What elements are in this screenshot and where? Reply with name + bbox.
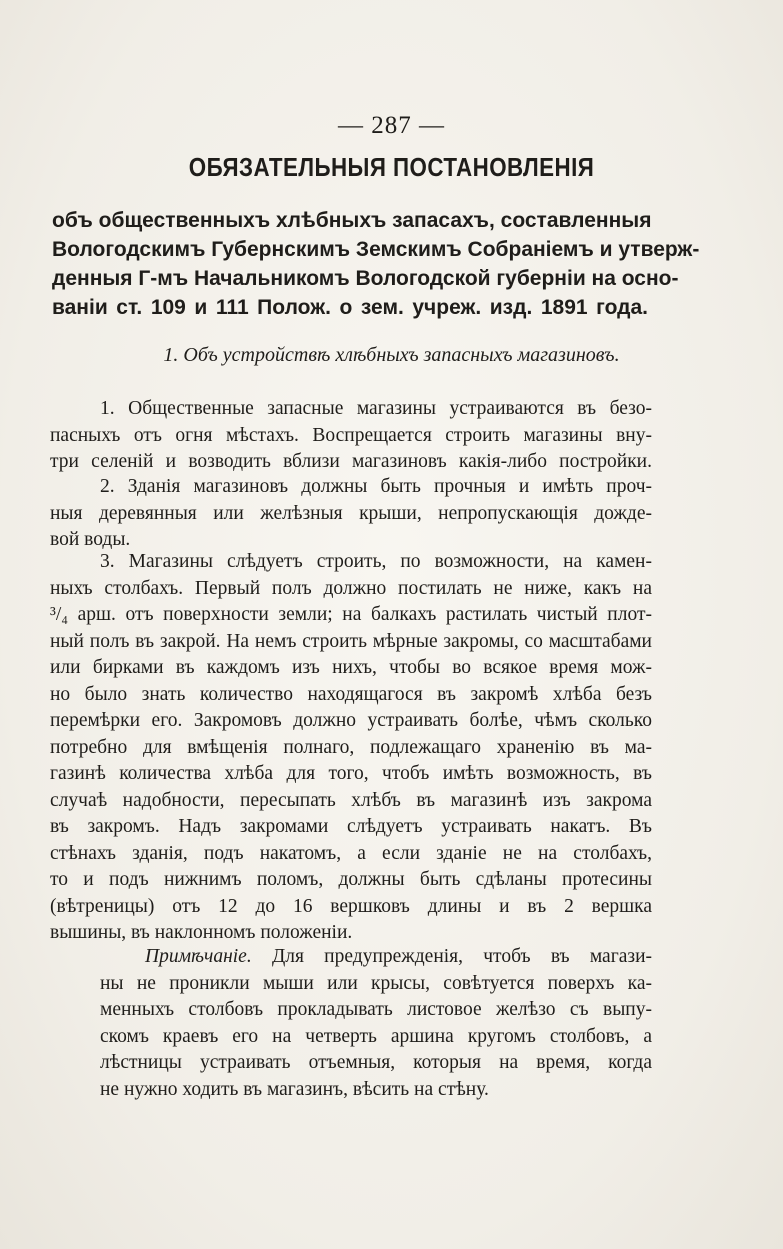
document-subtitle xyxy=(52,206,700,322)
text-line: случаѣ надобности, пересыпать хлѣбъ въ магазинѣ изъ закрома xyxy=(50,789,652,811)
text-line: не нужно ходить въ магазинъ, вѣсить на стѣну. xyxy=(100,1078,489,1100)
paragraph-1 xyxy=(50,396,652,476)
text-line: перемѣрки его. Закромовъ должно устраивать болѣе, чѣмъ сколько xyxy=(50,710,652,731)
text-line: то и подъ нижнимъ поломъ, должны быть сдѣланы протесины xyxy=(50,869,652,890)
text-line: пасныхъ отъ огня мѣстахъ. Воспрещается строить магазины вну- xyxy=(50,424,652,446)
text-line: менныхъ столбовъ прокладывать листовое желѣзо съ выпу- xyxy=(100,999,652,1020)
note-text: Для предупрежденія, чтобъ въ магази- xyxy=(271,946,653,967)
text-line: (вѣтреницы) отъ 12 до 16 вершковъ длины и въ 2 вершка xyxy=(50,895,652,917)
text-line: ный полъ въ закрой. На немъ строить мѣрные закромы, со масштабами xyxy=(50,630,652,652)
paragraph-3 xyxy=(50,549,652,947)
text-line: въ закромъ. Надъ закромами слѣдуетъ устраивать накатъ. Въ xyxy=(50,816,652,837)
text-line: 2. Зданія магазиновъ должны быть прочныя и имѣть проч- xyxy=(100,476,652,497)
text-line: 3. Магазины слѣдуетъ строить, по возможности, на камен- xyxy=(100,551,652,572)
paragraph-2 xyxy=(50,474,652,554)
text-line: газинѣ количества хлѣба для того, чтобъ имѣть возможность, въ xyxy=(50,763,652,784)
subtitle-line: объ общественныхъ хлѣбныхъ запасахъ, составленныя xyxy=(52,209,652,232)
text-line: вой воды. xyxy=(50,529,131,550)
note-paragraph xyxy=(50,944,652,1103)
text-line: лѣстницы устраивать отъемныя, которыя на время, когда xyxy=(100,1052,652,1073)
note-label: Примѣчаніе. xyxy=(145,946,252,967)
text-line: ны не проникли мыши или крысы, совѣтуется поверхъ ка- xyxy=(100,972,652,994)
text-line: или бирками въ каждомъ изъ нихъ, чтобы во всякое время мож- xyxy=(50,657,652,678)
text-line: но было знать количество находящагося въ закромѣ хлѣба безъ xyxy=(50,683,652,705)
document-title: ОБЯЗАТЕЛЬНЫЯ ПОСТАНОВЛЕНІЯ xyxy=(188,152,595,182)
text-line: 1. Общественные запасные магазины устраиваются въ безо- xyxy=(100,398,652,419)
text-line: стѣнахъ зданія, подъ накатомъ, а если зданіе не на столбахъ, xyxy=(50,842,652,864)
subtitle-line: денныя Г-мъ Начальникомъ Вологодской губерніи на осно- xyxy=(52,267,679,290)
section-heading: 1. Объ устройствѣ хлѣбныхъ запасныхъ магазиновъ. xyxy=(163,344,620,366)
text-line: ныхъ столбахъ. Первый полъ должно постилать не ниже, какъ на xyxy=(50,577,652,599)
text-line: три селеній и возводить вблизи магазиновъ какія-либо постройки. xyxy=(50,451,652,472)
text-line: потребно для вмѣщенія полнаго, подлежащаго храненію въ ма- xyxy=(50,736,652,758)
text-line: ³/₄ арш. отъ поверхности земли; на балкахъ растилать чистый плот- xyxy=(50,604,652,625)
text-line: ныя деревянныя или желѣзныя крыши, непропускающія дожде- xyxy=(50,502,652,524)
page-number: — 287 — xyxy=(338,112,445,139)
subtitle-line: Вологодскимъ Губернскимъ Земскимъ Собраніемъ и утверж- xyxy=(52,238,700,261)
subtitle-line: ваніи ст. 109 и 111 Полож. о зем. учреж. изд. 1891 года. xyxy=(52,296,648,319)
text-line: скомъ краевъ его на четверть аршина кругомъ столбовъ, а xyxy=(100,1025,652,1047)
text-line xyxy=(50,944,652,971)
text-line: вышины, въ наклонномъ положеніи. xyxy=(50,922,353,943)
